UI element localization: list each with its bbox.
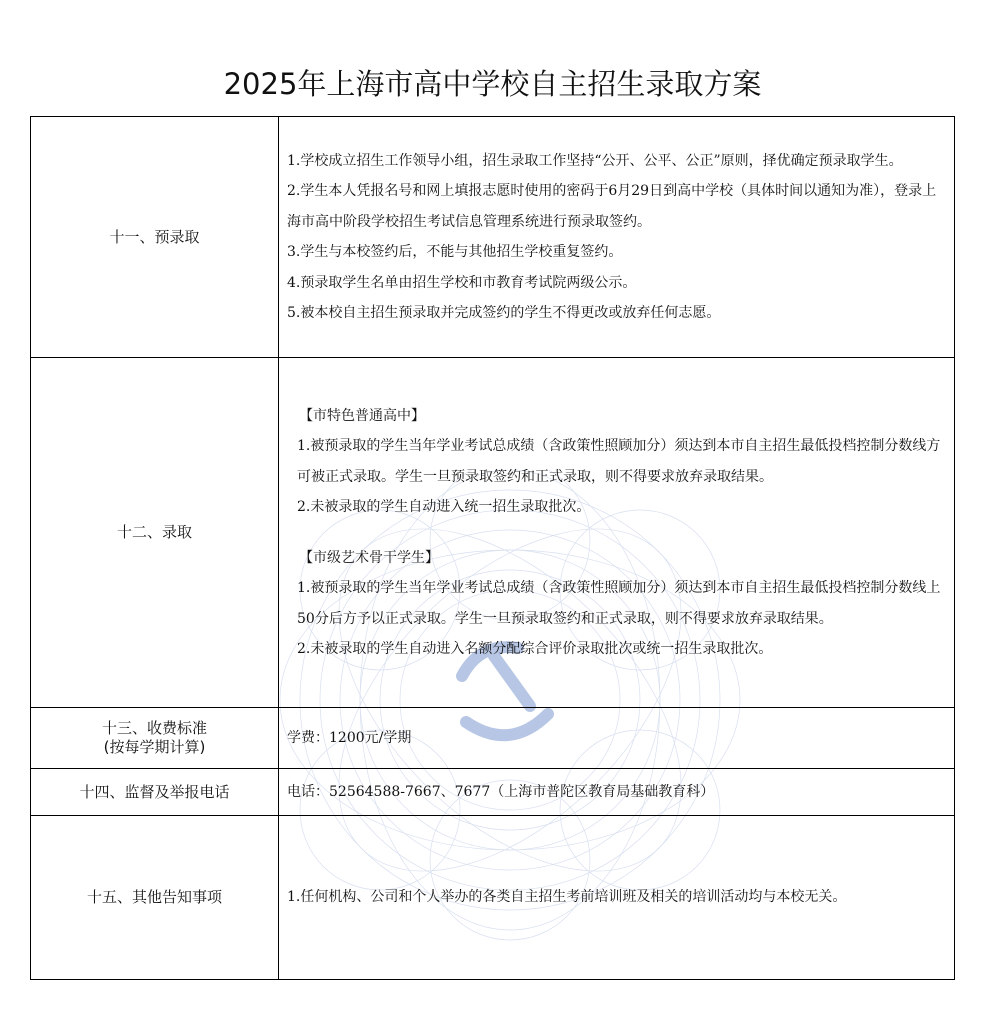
table-row bbox=[31, 769, 955, 816]
notice-text: 1.任何机构、公司和个人举办的各类自主招生考前培训班及相关的培训活动均与本校无关。 bbox=[287, 889, 847, 906]
row-label: 十五、其他告知事项 bbox=[31, 816, 279, 980]
row-label-sub: (按每学期计算) bbox=[103, 738, 206, 756]
list-item: 2.未被录取的学生自动进入名额分配综合评价录取批次或统一招生录取批次。 bbox=[297, 641, 773, 657]
fee-text: 学费：1200元/学期 bbox=[287, 729, 412, 746]
list-item: 3.学生与本校签约后，不能与其他招生学校重复签约。 bbox=[287, 244, 623, 260]
page-title: 2025年上海市高中学校自主招生录取方案 bbox=[223, 67, 762, 101]
section-heading: 【市特色普通高中】 bbox=[299, 407, 425, 424]
admission-plan-table bbox=[30, 116, 955, 980]
row-content bbox=[279, 117, 955, 358]
table-row bbox=[31, 816, 955, 980]
row-label: 十二、录取 bbox=[31, 358, 279, 708]
table-row bbox=[31, 708, 955, 769]
list-item: 1.被预录取的学生当年学业考试总成绩（含政策性照顾加分）须达到本市自主招生最低投档控制分数线方可被正式录取。学生一旦预录取签约和正式录取，则不得要求放弃录取结果。 bbox=[297, 438, 941, 485]
row-content bbox=[279, 816, 955, 980]
row-label bbox=[31, 708, 279, 769]
row-content bbox=[279, 769, 955, 816]
list-item: 4.预录取学生名单由招生学校和市教育考试院两级公示。 bbox=[287, 274, 637, 291]
list-item: 5.被本校自主招生预录取并完成签约的学生不得更改或放弃任何志愿。 bbox=[287, 305, 721, 321]
list-item: 2.未被录取的学生自动进入统一招生录取批次。 bbox=[297, 499, 591, 515]
table-row bbox=[31, 117, 955, 358]
row-label: 十一、预录取 bbox=[31, 117, 279, 358]
list-item: 1.学校成立招生工作领导小组，招生录取工作坚持“公开、公平、公正”原则，择优确定预录取学生。 bbox=[287, 152, 903, 169]
list-item: 1.被预录取的学生当年学业考试总成绩（含政策性照顾加分）须达到本市自主招生最低投档控制分数线上50分后方予以正式录取。学生一旦预录取签约和正式录取，则不得要求放弃录取结果。 bbox=[297, 580, 941, 627]
list-item: 2.学生本人凭报名号和网上填报志愿时使用的密码于6月29日到高中学校（具体时间以通知为准），登录上海市高中阶段学校招生考试信息管理系统进行预录取签约。 bbox=[287, 183, 937, 230]
row-label-main: 十三、收费标准 bbox=[101, 719, 207, 737]
phone-text: 电话：52564588-7667、7677（上海市普陀区教育局基础教育科） bbox=[287, 783, 715, 800]
table-row bbox=[31, 358, 955, 708]
section-heading: 【市级艺术骨干学生】 bbox=[299, 549, 439, 566]
spacer bbox=[287, 523, 948, 543]
row-content bbox=[279, 708, 955, 769]
row-content bbox=[279, 358, 955, 708]
row-label: 十四、监督及举报电话 bbox=[31, 769, 279, 816]
